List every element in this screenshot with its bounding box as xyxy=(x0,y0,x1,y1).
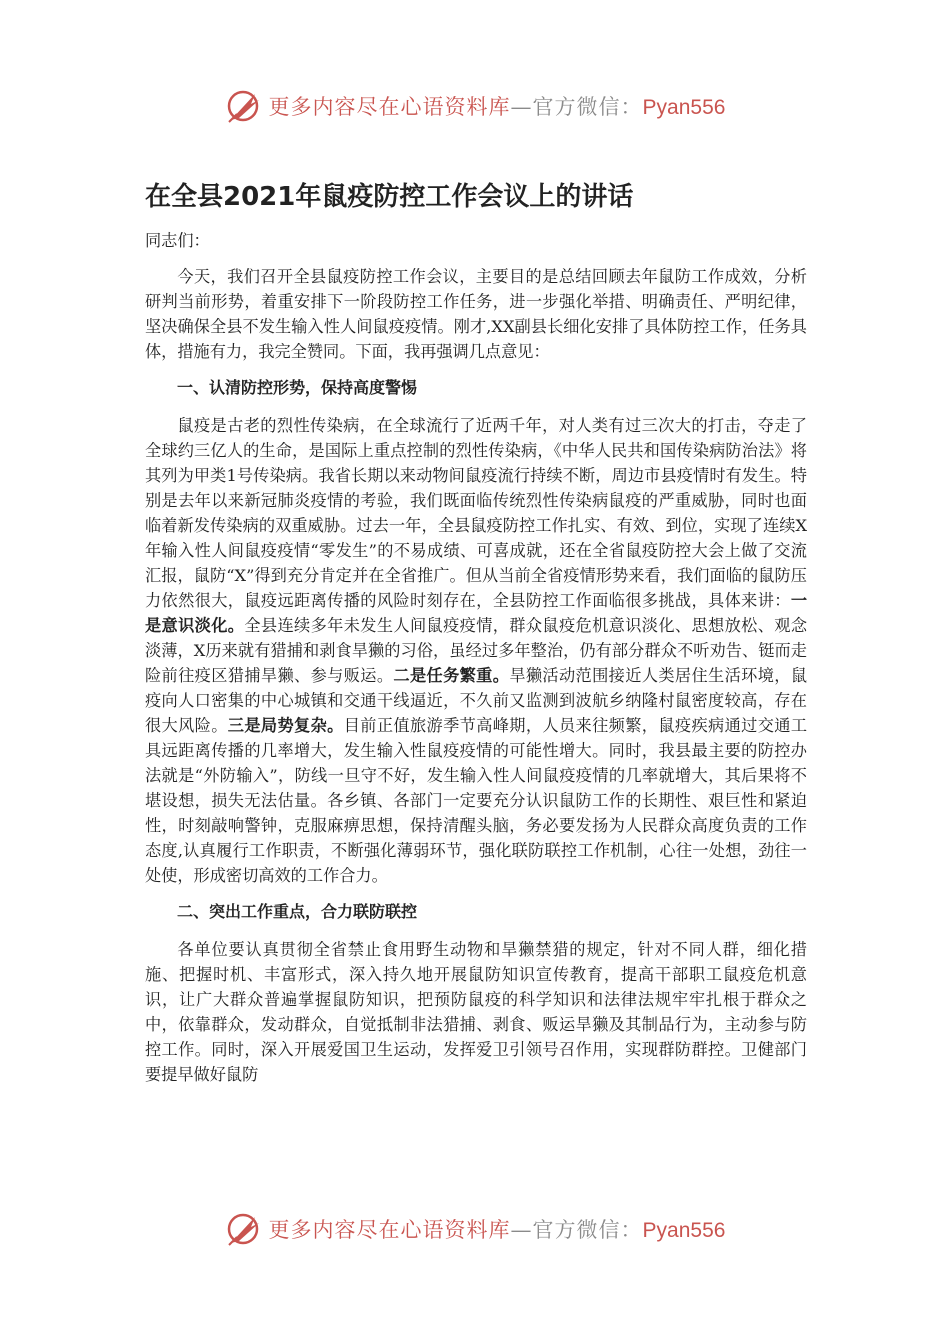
section-2-paragraph: 各单位要认真贯彻全省禁止食用野生动物和旱獭禁猎的规定，针对不同人群，细化措施、把握时机、丰富形式，深入持久地开展鼠防知识宣传教育，提高干部职工鼠疫危机意识，让广大群众普遍掌握鼠防知识，把预防鼠疫的科学知识和法律法规牢牢扎根于群众之中，依靠群众，发动群众，自觉抵制非法猎捕、剥食、贩运旱獭及其制品行为，主动参与防控工作。同时，深入开展爱国卫生运动，发挥爱卫引领号召作用，实现群防群控。卫健部门要提早做好鼠防 xyxy=(145,940,807,1084)
point-1-title: 一是意识淡化。 xyxy=(145,591,807,635)
document-title: 在全县2021年鼠疫防控工作会议上的讲话 xyxy=(145,182,634,212)
section-2-heading: 二、突出工作重点，合力联防联控 xyxy=(177,902,418,921)
document-body xyxy=(145,228,807,1087)
footer-banner xyxy=(0,1209,950,1249)
header-banner xyxy=(0,86,950,126)
intro-paragraph: 今天，我们召开全县鼠疫防控工作会议，主要目的是总结回顾去年鼠防工作成效，分析研判当前形势，着重安排下一阶段防控工作任务，进一步强化举措、明确责任、严明纪律，坚决确保全县不发生输入性人间鼠疫疫情。刚才,XX副县长细化安排了具体防控工作，任务具体，措施有力，我完全赞同。下面，我再强调几点意见： xyxy=(145,267,807,361)
banner-text: 更多内容尽在心语资料库—官方微信：Pyan556 xyxy=(268,1218,726,1242)
point-3-title: 三是局势复杂。 xyxy=(227,716,344,735)
point-2-title: 二是任务繁重。 xyxy=(393,666,510,685)
quill-logo-icon xyxy=(225,88,263,124)
section-1-heading: 一、认清防控形势，保持高度警惕 xyxy=(177,378,418,397)
section-1-paragraph: 鼠疫是古老的烈性传染病，在全球流行了近两千年，对人类有过三次大的打击，夺走了全球约三亿人的生命，是国际上重点控制的烈性传染病，《中华人民共和国传染病防治法》将其列为甲类1号传染病。我省长期以来动物间鼠疫流行持续不断，周边市县疫情时有发生。特别是去年以来新冠肺炎疫情的考验，我们既面临传统烈性传染病鼠疫的严重威胁，同时也面临着新发传染病的双重威胁。过去一年，全县鼠疫防控工作扎实、有效、到位，实现了连续X年输入性人间鼠疫疫情“零发生”的不易成绩、可喜成就，还在全省鼠疫防控大会上做了交流汇报，鼠防“X”得到充分肯定并在全省推广。但从当前全省疫情形势来看，我们面临的鼠防压力依然很大，鼠疫远距离传播的风险时刻存在，全县防控工作面临很多挑战，具体来讲：一是意识淡化。全县连续多年未发生人间鼠疫疫情，群众鼠疫危机意识淡化、思想放松、观念淡薄，X历来就有猎捕和剥食旱獭的习俗，虽经过多年整治，仍有部分群众不听劝告、铤而走险前往疫区猎捕旱獭、参与贩运。二是任务繁重。旱獭活动范围接近人类居住生活环境，鼠疫向人口密集的中心城镇和交通干线逼近，不久前又监测到波航乡纳隆村鼠密度较高，存在很大风险。三是局势复杂。目前正值旅游季节高峰期，人员来往频繁，鼠疫疾病通过交通工具远距离传播的几率增大，发生输入性鼠疫疫情的可能性增大。同时，我县最主要的防控办法就是“外防输入”，防线一旦守不好，发生输入性人间鼠疫疫情的几率就增大，其后果将不堪设想，损失无法估量。各乡镇、各部门一定要充分认识鼠防工作的长期性、艰巨性和紧迫性，时刻敲响警钟，克服麻痹思想，保持清醒头脑，务必要发扬为人民群众高度负责的工作态度,认真履行工作职责，不断强化薄弱环节，强化联防联控工作机制，心往一处想，劲往一处使，形成密切高效的工作合力。 xyxy=(145,416,808,885)
salutation: 同志们： xyxy=(145,231,210,250)
quill-logo-icon xyxy=(225,1211,263,1247)
banner-text: 更多内容尽在心语资料库—官方微信：Pyan556 xyxy=(268,95,726,119)
